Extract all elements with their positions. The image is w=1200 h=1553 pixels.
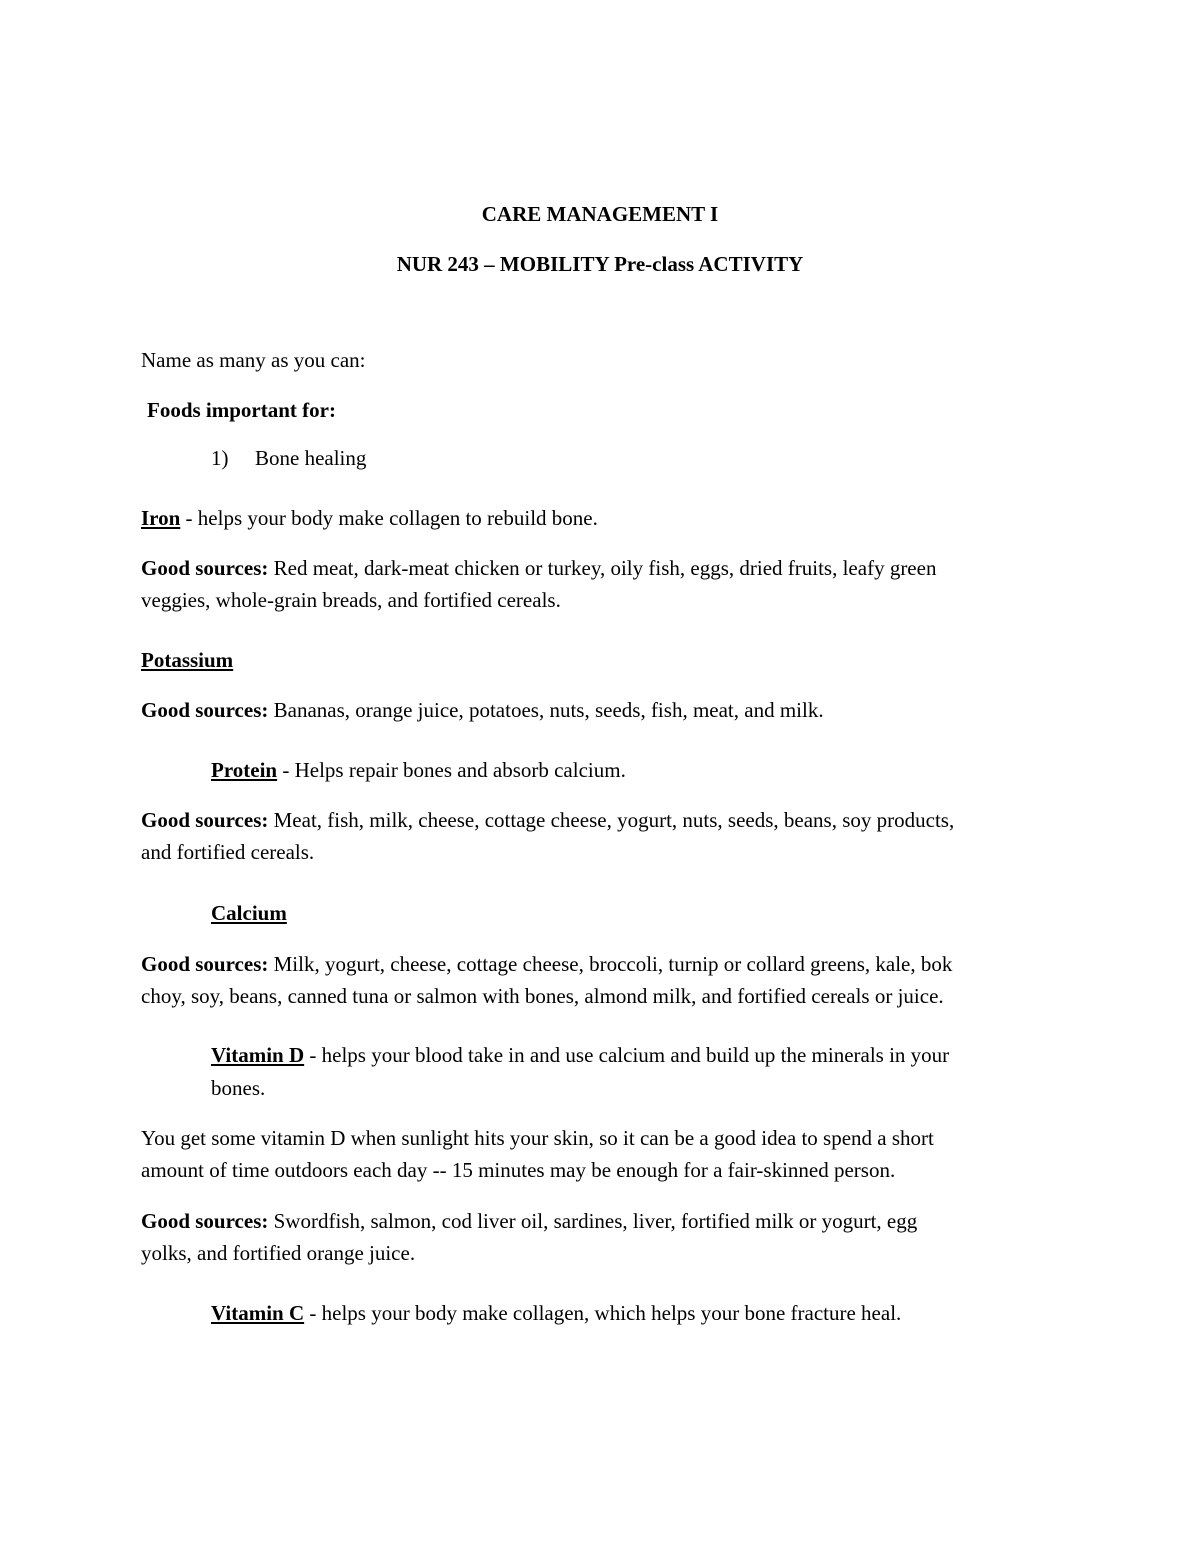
nutrient-desc: - helps your body make collagen, which helps your bone fracture heal. — [304, 1301, 902, 1325]
vitamin-d-note-cont: amount of time outdoors each day -- 15 minutes may be enough for a fair-skinned person. — [141, 1158, 896, 1182]
iron-sources: Good sources: Red meat, dark-meat chicken or turkey, oily fish, eggs, dried fruits, leafy green — [141, 556, 937, 580]
intro-prompt: Name as many as you can: — [141, 348, 366, 372]
calcium-sources: Good sources: Milk, yogurt, cheese, cottage cheese, broccoli, turnip or collard greens, kale, bok — [141, 952, 953, 976]
vitamin-d-note: You get some vitamin D when sunlight hits your skin, so it can be a good idea to spend a short — [141, 1126, 934, 1150]
nutrient-desc: - helps your body make collagen to rebuild bone. — [180, 506, 598, 530]
nutrient-name: Iron — [141, 506, 181, 530]
good-sources-label: Good sources: — [141, 952, 269, 976]
good-sources-label: Good sources: — [141, 808, 269, 832]
protein-line — [211, 760, 626, 781]
vitamin-c-line — [211, 1303, 901, 1324]
list-number: 1) — [211, 446, 229, 470]
good-sources-label: Good sources: — [141, 698, 269, 722]
protein-sources: Good sources: Meat, fish, milk, cheese, cottage cheese, yogurt, nuts, seeds, beans, soy products, — [141, 808, 955, 832]
vitamin-d-sources: Good sources: Swordfish, salmon, cod liver oil, sardines, liver, fortified milk or yogurt, egg — [141, 1209, 918, 1233]
nutrient-name: Calcium — [211, 901, 287, 925]
good-sources-label: Good sources: — [141, 556, 269, 580]
calcium-sources-cont: choy, soy, beans, canned tuna or salmon with bones, almond milk, and fortified cereals or juice. — [141, 984, 944, 1008]
vitamin-d-sources-cont: yolks, and fortified orange juice. — [141, 1241, 416, 1265]
document-title: CARE MANAGEMENT I — [481, 202, 719, 226]
document-subtitle: NUR 243 – MOBILITY Pre-class ACTIVITY — [396, 252, 804, 276]
potassium-sources: Good sources: Bananas, orange juice, potatoes, nuts, seeds, fish, meat, and milk. — [141, 698, 824, 722]
nutrient-name: Vitamin D — [211, 1043, 305, 1067]
list-item: Bone healing — [255, 446, 367, 470]
iron-line — [141, 508, 598, 529]
vitamin-d-desc-cont: bones. — [211, 1076, 266, 1100]
calcium-line — [211, 903, 287, 924]
section-heading: Foods important for: — [147, 398, 336, 422]
nutrient-desc: - helps your blood take in and use calcium and build up the minerals in your — [304, 1043, 950, 1067]
potassium-line — [141, 650, 233, 671]
nutrient-desc: - Helps repair bones and absorb calcium. — [277, 758, 626, 782]
nutrient-name: Protein — [211, 758, 278, 782]
iron-sources-cont: veggies, whole-grain breads, and fortified cereals. — [141, 588, 561, 612]
protein-sources-cont: and fortified cereals. — [141, 840, 315, 864]
vitamin-d-line — [211, 1045, 949, 1066]
nutrient-name: Vitamin C — [211, 1301, 305, 1325]
nutrient-name: Potassium — [141, 648, 234, 672]
good-sources-label: Good sources: — [141, 1209, 269, 1233]
